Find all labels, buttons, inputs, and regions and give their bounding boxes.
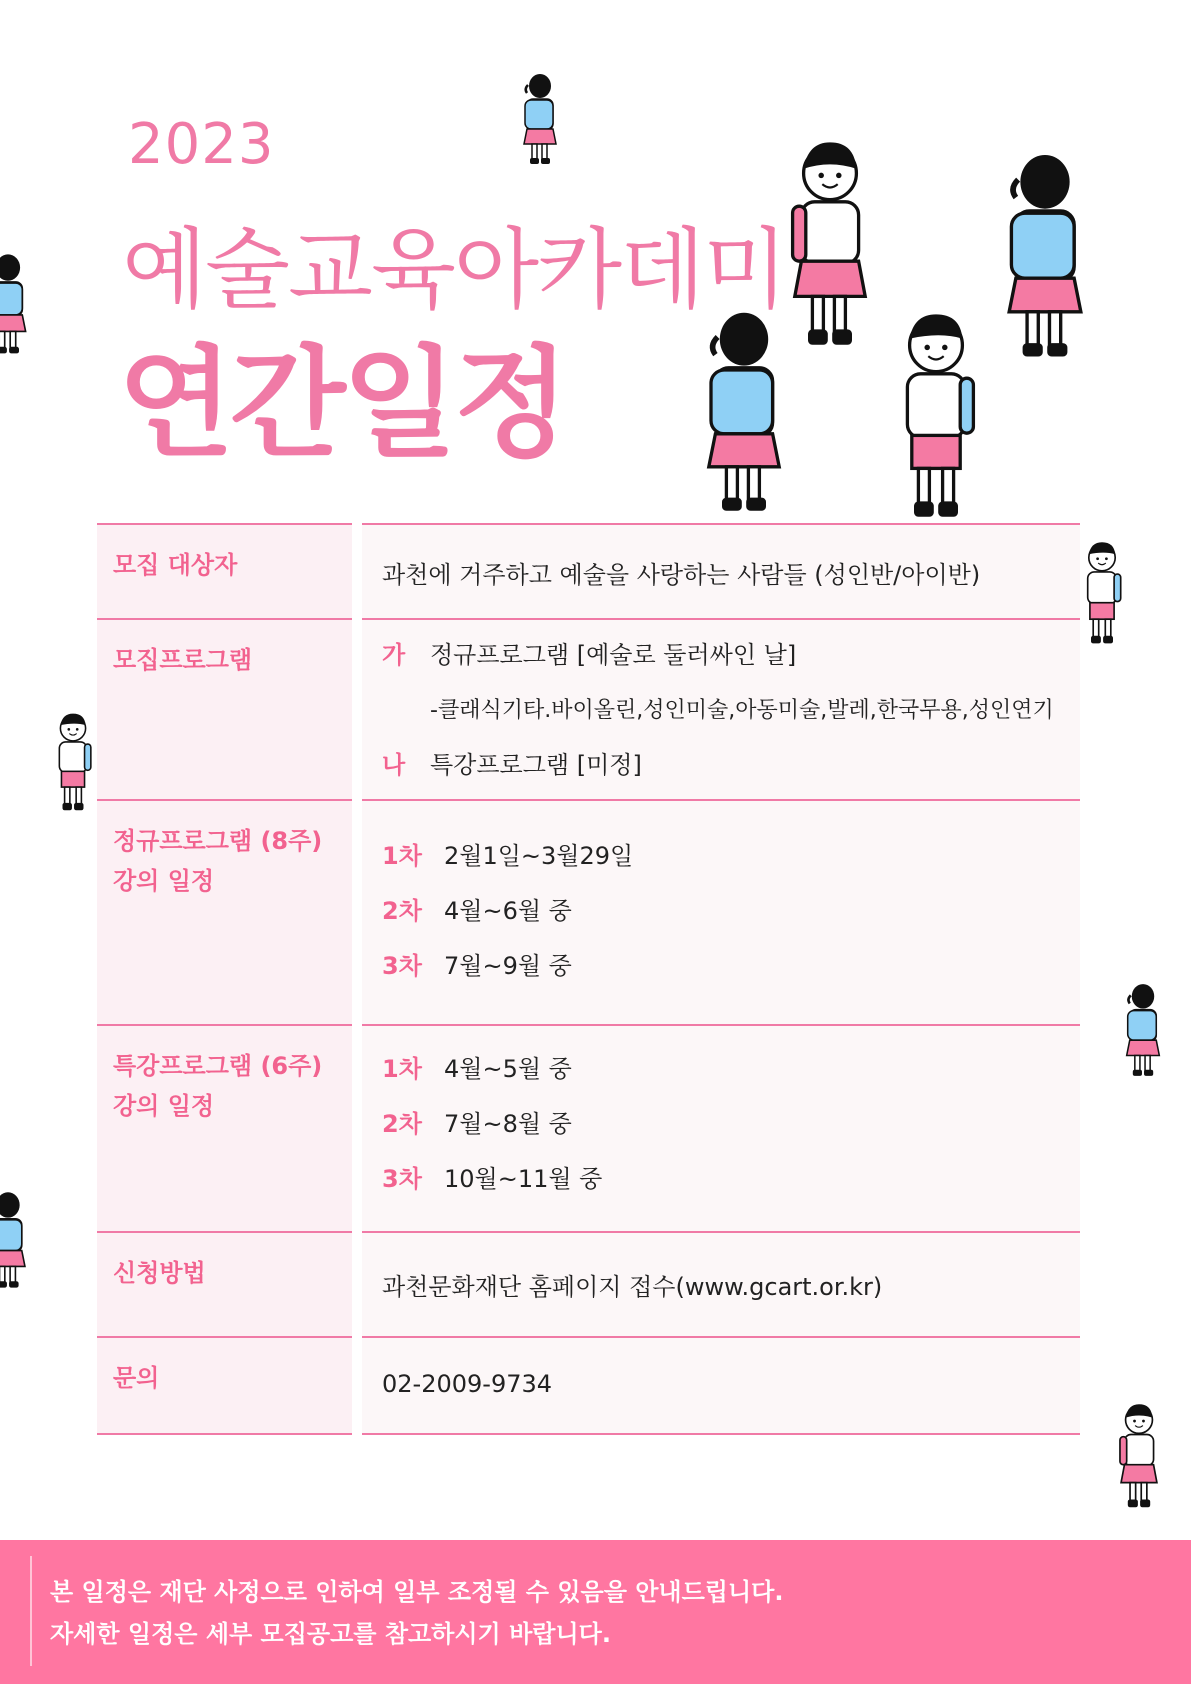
regular-round-3: 3차 bbox=[382, 952, 422, 980]
regular-period-2: 4월~6월 중 bbox=[444, 897, 572, 925]
kid-illustration-left-1 bbox=[0, 250, 30, 360]
regular-round-1: 1차 bbox=[382, 842, 422, 870]
value-regular-schedule bbox=[362, 799, 1080, 1024]
label-special-line1: 특강프로그램 (6주) bbox=[113, 1052, 323, 1080]
label-contact: 문의 bbox=[97, 1336, 352, 1435]
regular-period-3: 7월~9월 중 bbox=[444, 952, 572, 980]
schedule-table bbox=[97, 523, 1080, 1435]
label-special-line2: 강의 일정 bbox=[113, 1092, 215, 1120]
target-text: 과천에 거주하고 예술을 사랑하는 사람들 (성인반/아이반) bbox=[382, 561, 981, 589]
year-heading: 2023 bbox=[128, 112, 275, 177]
row-regular-schedule bbox=[97, 799, 1080, 1024]
program-marker-ga: 가 bbox=[382, 641, 406, 669]
kid-illustration-top-center bbox=[520, 70, 560, 170]
special-period-2: 7월~8월 중 bbox=[444, 1110, 572, 1138]
row-apply bbox=[97, 1231, 1080, 1336]
program-special-title: 특강프로그램 [미정] bbox=[430, 751, 642, 779]
value-programs bbox=[362, 618, 1080, 799]
footer-divider bbox=[30, 1556, 32, 1666]
kid-illustration-cluster-boy-back bbox=[1000, 146, 1090, 370]
kid-illustration-left-3 bbox=[0, 1188, 30, 1294]
title-annual-schedule: 연간일정 bbox=[118, 335, 566, 474]
label-target: 모집 대상자 bbox=[97, 523, 352, 618]
value-contact bbox=[362, 1336, 1080, 1435]
apply-text: 과천문화재단 홈페이지 접수(www.gcart.or.kr) bbox=[382, 1273, 883, 1301]
value-special-schedule bbox=[362, 1024, 1080, 1231]
kid-illustration-right-1 bbox=[1080, 536, 1124, 654]
label-regular-schedule bbox=[97, 799, 352, 1024]
kid-illustration-cluster-boy bbox=[892, 310, 980, 530]
special-round-1: 1차 bbox=[382, 1055, 422, 1083]
label-apply: 신청방법 bbox=[97, 1231, 352, 1336]
value-target bbox=[362, 523, 1080, 618]
label-special-schedule bbox=[97, 1024, 352, 1231]
regular-round-2: 2차 bbox=[382, 897, 422, 925]
footer-line-1: 본 일정은 재단 사정으로 인하여 일부 조정될 수 있음을 안내드립니다. bbox=[50, 1578, 784, 1606]
contact-phone: 02-2009-9734 bbox=[382, 1370, 553, 1398]
row-contact bbox=[97, 1336, 1080, 1435]
value-apply bbox=[362, 1231, 1080, 1336]
special-period-1: 4월~5월 중 bbox=[444, 1055, 572, 1083]
row-special-schedule bbox=[97, 1024, 1080, 1231]
row-target bbox=[97, 523, 1080, 618]
label-regular-line1: 정규프로그램 (8주) bbox=[113, 827, 323, 855]
footer-notice bbox=[0, 1540, 1191, 1684]
footer-line-2: 자세한 일정은 세부 모집공고를 참고하시기 바랍니다. bbox=[50, 1620, 611, 1648]
title-academy: 예술교육아카데미 bbox=[122, 218, 787, 321]
special-round-2: 2차 bbox=[382, 1110, 422, 1138]
program-regular-title: 정규프로그램 [예술로 둘러싸인 날] bbox=[430, 641, 797, 669]
special-period-3: 10월~11월 중 bbox=[444, 1165, 603, 1193]
kid-illustration-right-3 bbox=[1116, 1402, 1162, 1514]
special-round-3: 3차 bbox=[382, 1165, 422, 1193]
row-programs bbox=[97, 618, 1080, 799]
regular-period-1: 2월1일~3월29일 bbox=[444, 842, 634, 870]
kid-illustration-left-2 bbox=[52, 708, 94, 820]
program-marker-na: 나 bbox=[382, 751, 406, 779]
program-regular-subjects: -클래식기타.바이올린,성인미술,아동미술,발레,한국무용,성인연기 bbox=[430, 698, 1054, 723]
kid-illustration-cluster-girl-1 bbox=[786, 138, 874, 358]
kid-illustration-cluster-girl-2 bbox=[700, 304, 788, 524]
kid-illustration-right-2 bbox=[1122, 980, 1164, 1082]
label-programs: 모집프로그램 bbox=[97, 618, 352, 799]
label-regular-line2: 강의 일정 bbox=[113, 867, 215, 895]
